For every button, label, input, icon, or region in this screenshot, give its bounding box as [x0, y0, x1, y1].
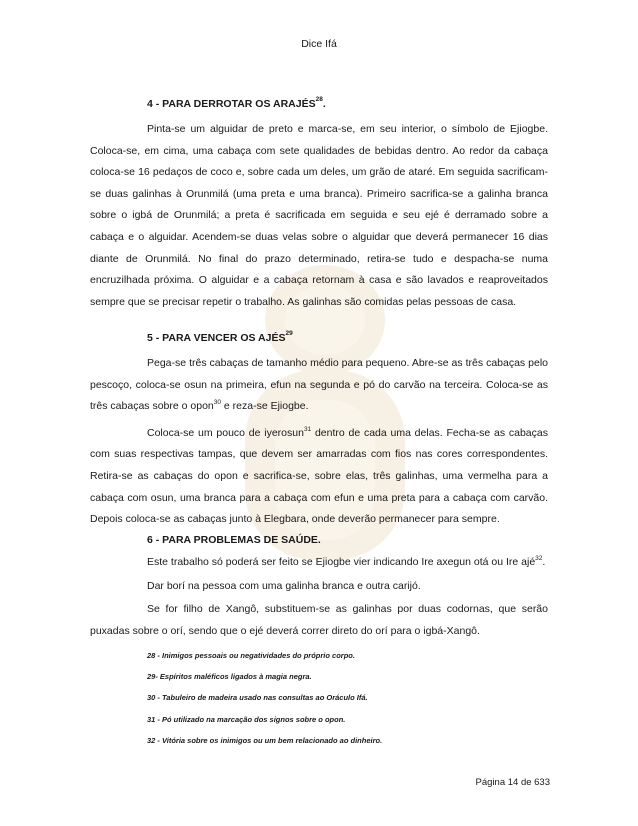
- section-heading: 6 - PARA PROBLEMAS DE SAÚDE.: [147, 534, 321, 546]
- body-paragraph: Pinta-se um alguidar de preto e marca-se, em seu interior, o símbolo de Ejiogbe. Coloca-se, em cima, uma cabaça com sete qualidades de bebidas dentro. Ao redor da cabaça coloca-se 16 pedaços de coco e, sobre cada um deles, um grão de ataré. Em seguida sacrificam-se duas galinhas à Orunmilá (uma preta e uma branca). Primeiro sacrifica-se a galinha branca sobre o igbá de Orunmilá; a preta é sacrificada em seguida e seu ejé é derramado sobre a cabaça e o alguidar. Acendem-se duas velas sobre o alguidar que deverá permanecer 16 dias diante de Orunmilá. No final do prazo determinado, retira-se tudo e despacha-se numa encruzilhada próxima. O alguidar e a cabaça retornam à casa e são lavados e reaproveitados sempre que se precisar repetir o trabalho. As galinhas são comidas pelas pessoas de casa.: [90, 123, 548, 308]
- footnote: 29- Espíritos maléficos ligados à magia negra.: [147, 672, 312, 682]
- body-paragraph: Coloca-se um pouco de iyerosun$^{31}$ dentro de cada uma delas. Fecha-se as cabaças com suas respectivas tampas, que devem ser amarradas com fios nas cores correspondentes. Retira-se as cabaças do opon e sacrifica-se, sobre elas, três galinhas, uma vermelha para a cabaça com osun, uma branca para a cabaça com efun e uma preta para a cabaça com carvão. Depois coloca-se as cabaças junto à Elegbara, onde deverão permanecer para sempre.: [90, 425, 548, 526]
- footnote-ref: 29: [285, 330, 293, 337]
- footnote-ref: 30: [213, 399, 221, 407]
- footnote: 28 - Inimigos pessoais ou negatividades do próprio corpo.: [147, 651, 355, 660]
- footnote-ref: 32: [535, 555, 543, 562]
- footnote-ref: 31: [303, 425, 312, 433]
- page-number: Página 14 de 633: [475, 777, 550, 788]
- section-4: [90, 96, 548, 313]
- footnote-ref: 28: [315, 96, 323, 103]
- section-6: [90, 534, 548, 642]
- body-paragraph: Pega-se três cabaças de tamanho médio para pequeno. Abre-se as três cabaças pelo pescoço, coloca-se osun na primeira, efun na segunda e pó do carvão na terceira. Coloca-se as três cabaças sobre o opon$^{30}$ e reza-se Ejiogbe.: [90, 357, 548, 413]
- footnote: 30 - Tabuleiro de madeira usado nas consultas ao Oráculo Ifá.: [147, 693, 368, 703]
- footnotes: [147, 650, 547, 756]
- body-paragraph: Este trabalho só poderá ser feito se Ejiogbe vier indicando Ire axegun otá ou Ire ajé$^{32}$.: [147, 555, 546, 568]
- body-paragraph: Dar borí na pessoa com uma galinha branca e outra carijó.: [147, 579, 421, 592]
- section-5: [90, 330, 548, 531]
- section-heading: 5 - PARA VENCER OS AJÉS$^{29}$: [147, 330, 293, 344]
- footnote: 31 - Pó utilizado na marcação dos signos sobre o opon.: [147, 714, 346, 724]
- footnote: 32 - Vitória sobre os inimigos ou um bem relacionado ao dinheiro.: [147, 735, 383, 745]
- page-header: Dice Ifá: [301, 38, 337, 50]
- section-heading: 4 - PARA DERROTAR OS ARAJÉS$^{28}$.: [147, 96, 326, 110]
- body-paragraph: Se for filho de Xangô, substituem-se as galinhas por duas codornas, que serão puxadas sobre o orí, sendo que o ejé deverá correr direto do orí para o igbá-Xangô.: [90, 603, 548, 637]
